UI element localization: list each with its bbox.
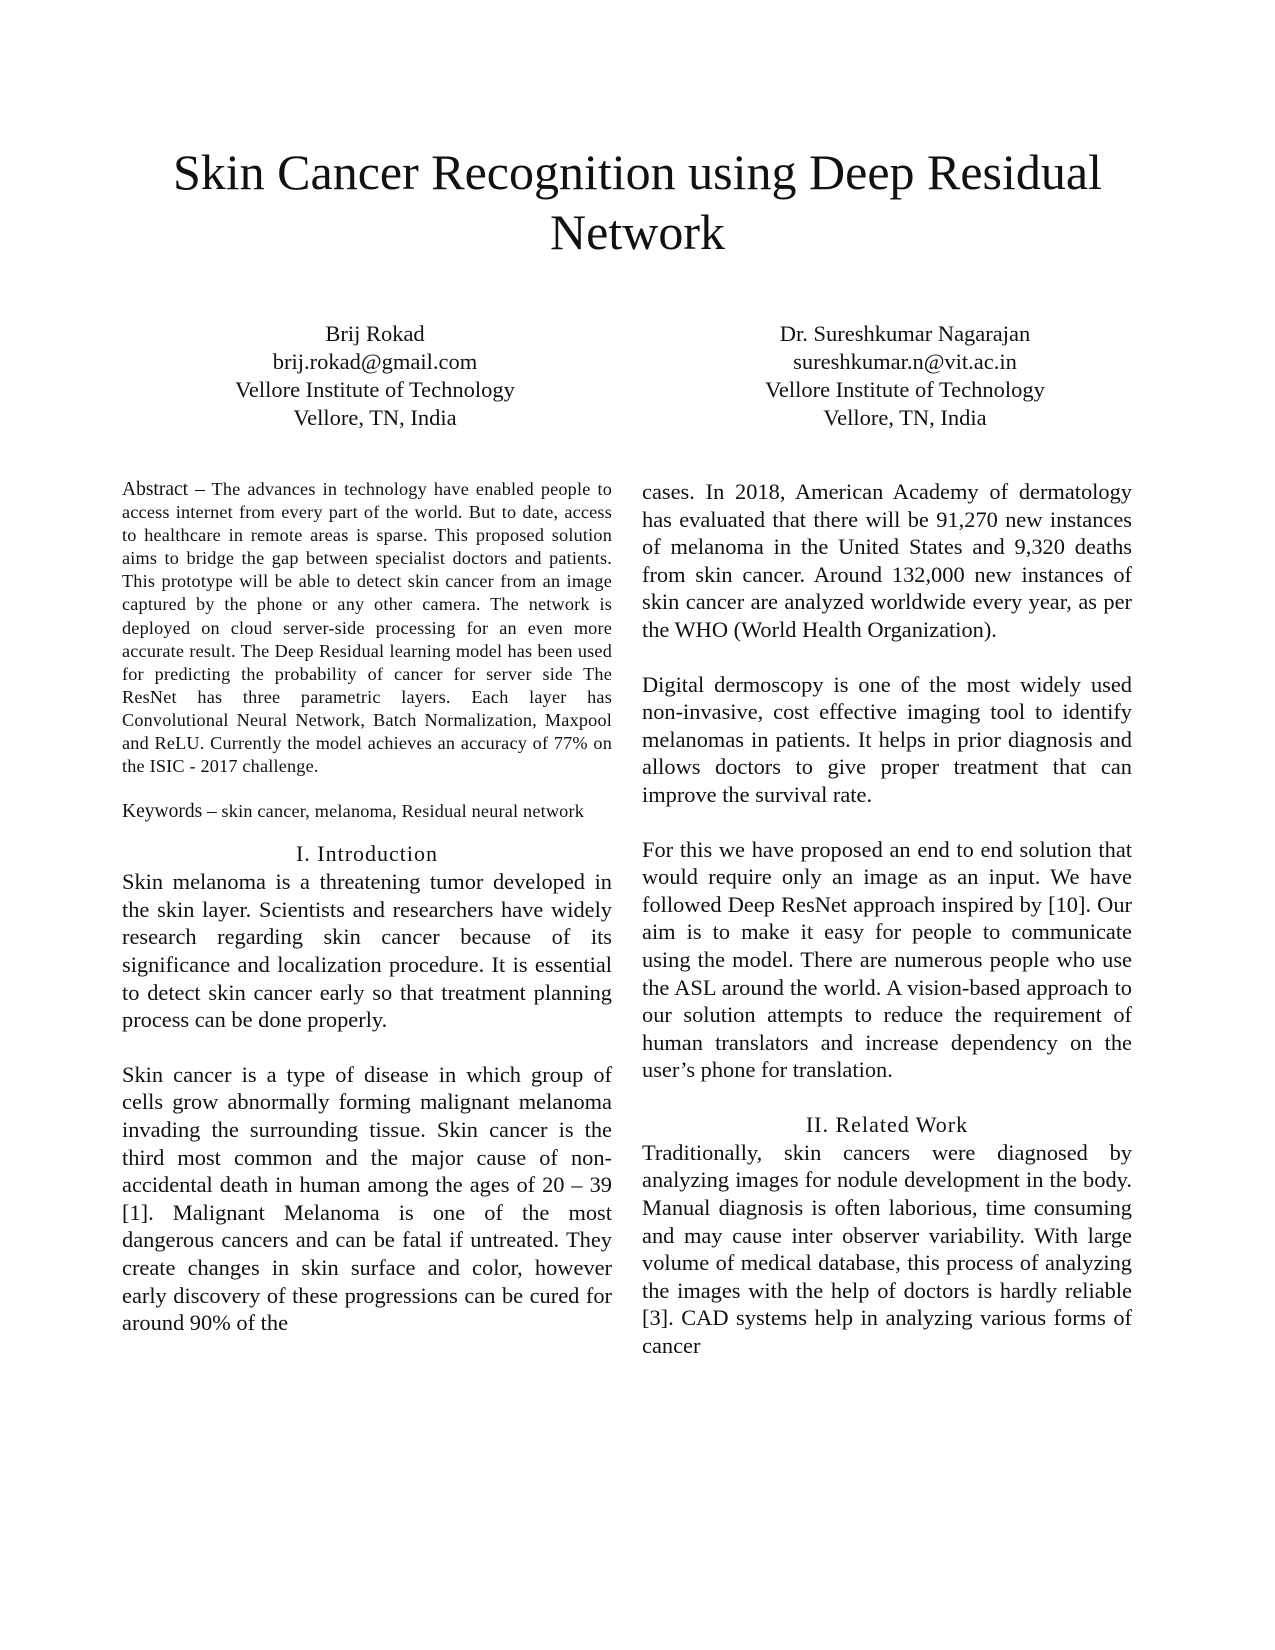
intro-paragraph-2: Skin cancer is a type of disease in which group of cells grow abnormally forming malignant melanoma invading the surrounding tissue. Skin cancer is the third most common and the major cause of non-accidental death in human among the ages of 20 – 39 [1]. Malignant Melanoma is one of the most dangerous cancers and can be fatal if untreated. They create changes in skin surface and color, however early discovery of these progressions can be cured for around 90% of the bbox=[122, 1061, 612, 1336]
author-email: brij.rokad@gmail.com bbox=[272, 349, 478, 374]
author-affiliation: Vellore Institute of Technology bbox=[235, 377, 515, 402]
left-column bbox=[122, 478, 612, 1337]
keywords-text: skin cancer, melanoma, Residual neural network bbox=[221, 801, 585, 822]
author-name: Dr. Sureshkumar Nagarajan bbox=[779, 321, 1031, 346]
intro-paragraph-3: cases. In 2018, American Academy of dermatology has evaluated that there will be 91,270 new instances of melanoma in the United States and 9,320 deaths from skin cancer. Around 132,000 new instances of skin cancer are analyzed worldwide every year, as per the WHO (World Health Organization). bbox=[642, 479, 1132, 642]
author-email: sureshkumar.n@vit.ac.in bbox=[793, 349, 1017, 374]
author-location: Vellore, TN, India bbox=[823, 405, 987, 430]
abstract-text: The advances in technology have enabled people to access internet from every part of the world. But to date, access to healthcare in remote areas is sparse. This proposed solution aims to bridge the gap between specialist doctors and patients. This prototype will be able to detect skin cancer from an image captured by the phone or any other camera. The network is deployed on cloud server-side processing for an even more accurate result. The Deep Residual learning model has been used for predicting the probability of cancer for server side The ResNet has three parametric layers. Each layer has Convolutional Neural Network, Batch Normalization, Maxpool and ReLU. Currently the model achieves an accuracy of 77% on the ISIC - 2017 challenge. bbox=[122, 479, 613, 777]
paper-title: Skin Cancer Recognition using Deep Residual Network bbox=[172, 144, 1102, 260]
right-column bbox=[642, 478, 1132, 1360]
author-block-1 bbox=[170, 320, 580, 432]
keywords bbox=[122, 800, 612, 823]
author-location: Vellore, TN, India bbox=[293, 405, 457, 430]
intro-paragraph-1: Skin melanoma is a threatening tumor developed in the skin layer. Scientists and researchers have widely research regarding skin cancer because of its significance and localization procedure. It is essential to detect skin cancer early so that treatment planning process can be done properly. bbox=[122, 869, 612, 1033]
section-heading-introduction: I. Introduction bbox=[295, 841, 439, 867]
abstract bbox=[122, 478, 612, 778]
author-name: Brij Rokad bbox=[325, 321, 425, 346]
author-block-2 bbox=[690, 320, 1120, 432]
keywords-label: Keywords – bbox=[122, 801, 217, 823]
abstract-label: Abstract – bbox=[122, 479, 205, 500]
related-work-paragraph-1: Traditionally, skin cancers were diagnosed by analyzing images for nodule development in the body. Manual diagnosis is often laborious, time consuming and may cause inter observer variability. With large volume of medical database, this process of analyzing the images with the help of doctors is hardly reliable [3]. CAD systems help in analyzing various forms of cancer bbox=[642, 1139, 1132, 1359]
intro-paragraph-4: Digital dermoscopy is one of the most widely used non-invasive, cost effective imaging tool to identify melanomas in patients. It helps in prior diagnosis and allows doctors to give proper treatment that can improve the survival rate. bbox=[642, 671, 1132, 807]
author-affiliation: Vellore Institute of Technology bbox=[765, 377, 1045, 402]
intro-paragraph-5: For this we have proposed an end to end solution that would require only an image as an input. We have followed Deep ResNet approach inspired by [10]. Our aim is to make it easy for people to communicate using the model. There are numerous people who use the ASL around the world. A vision-based approach to our solution attempts to reduce the requirement of human translators and increase dependency on the user’s phone for translation. bbox=[642, 836, 1132, 1083]
section-heading-related-work: II. Related Work bbox=[805, 1111, 969, 1137]
